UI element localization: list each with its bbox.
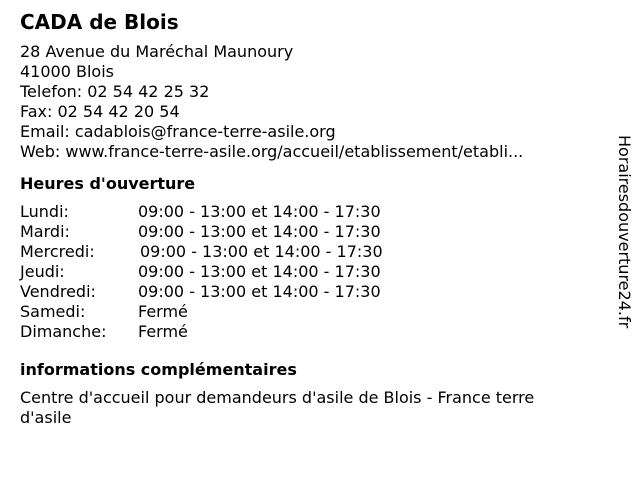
phone-line: Telefon: 02 54 42 25 32 bbox=[20, 82, 210, 101]
hours-day-label: Lundi: bbox=[20, 202, 69, 221]
email-line: Email: cadablois@france-terre-asile.org bbox=[20, 122, 336, 141]
hours-day-label: Mercredi: bbox=[20, 242, 95, 261]
hours-time-value: 09:00 - 13:00 et 14:00 - 17:30 bbox=[138, 222, 381, 241]
hours-day-label: Dimanche: bbox=[20, 322, 107, 341]
address-city: 41000 Blois bbox=[20, 62, 114, 81]
hours-time-value: 09:00 - 13:00 et 14:00 - 17:30 bbox=[138, 282, 381, 301]
hours-row-mercredi bbox=[20, 242, 600, 262]
hours-time-value: 09:00 - 13:00 et 14:00 - 17:30 bbox=[138, 262, 381, 281]
hours-day-label: Vendredi: bbox=[20, 282, 96, 301]
place-details bbox=[20, 8, 600, 428]
fax-line: Fax: 02 54 42 20 54 bbox=[20, 102, 180, 121]
hours-day-label: Jeudi: bbox=[20, 262, 65, 281]
hours-row-vendredi bbox=[20, 282, 600, 302]
hours-row-mardi bbox=[20, 222, 600, 242]
hours-row-dimanche bbox=[20, 322, 600, 342]
address-street: 28 Avenue du Maréchal Maunoury bbox=[20, 42, 294, 61]
hours-time-value: Fermé bbox=[138, 322, 188, 341]
web-line: Web: www.france-terre-asile.org/accueil/etablissement/etabli... bbox=[20, 142, 524, 161]
hours-time-value: 09:00 - 13:00 et 14:00 - 17:30 bbox=[140, 242, 383, 261]
page-title: CADA de Blois bbox=[20, 10, 179, 34]
site-watermark: Horairesdouverture24.fr bbox=[615, 135, 634, 329]
hours-row-samedi bbox=[20, 302, 600, 322]
hours-time-value: Fermé bbox=[138, 302, 188, 321]
info-text: Centre d'accueil pour demandeurs d'asile de Blois - France terre d'asile bbox=[20, 388, 535, 427]
info-heading: informations complémentaires bbox=[20, 360, 297, 379]
hours-table bbox=[20, 202, 600, 342]
hours-time-value: 09:00 - 13:00 et 14:00 - 17:30 bbox=[138, 202, 381, 221]
hours-row-jeudi bbox=[20, 262, 600, 282]
hours-day-label: Mardi: bbox=[20, 222, 70, 241]
hours-heading: Heures d'ouverture bbox=[20, 174, 196, 193]
hours-day-label: Samedi: bbox=[20, 302, 86, 321]
hours-row-lundi bbox=[20, 202, 600, 222]
